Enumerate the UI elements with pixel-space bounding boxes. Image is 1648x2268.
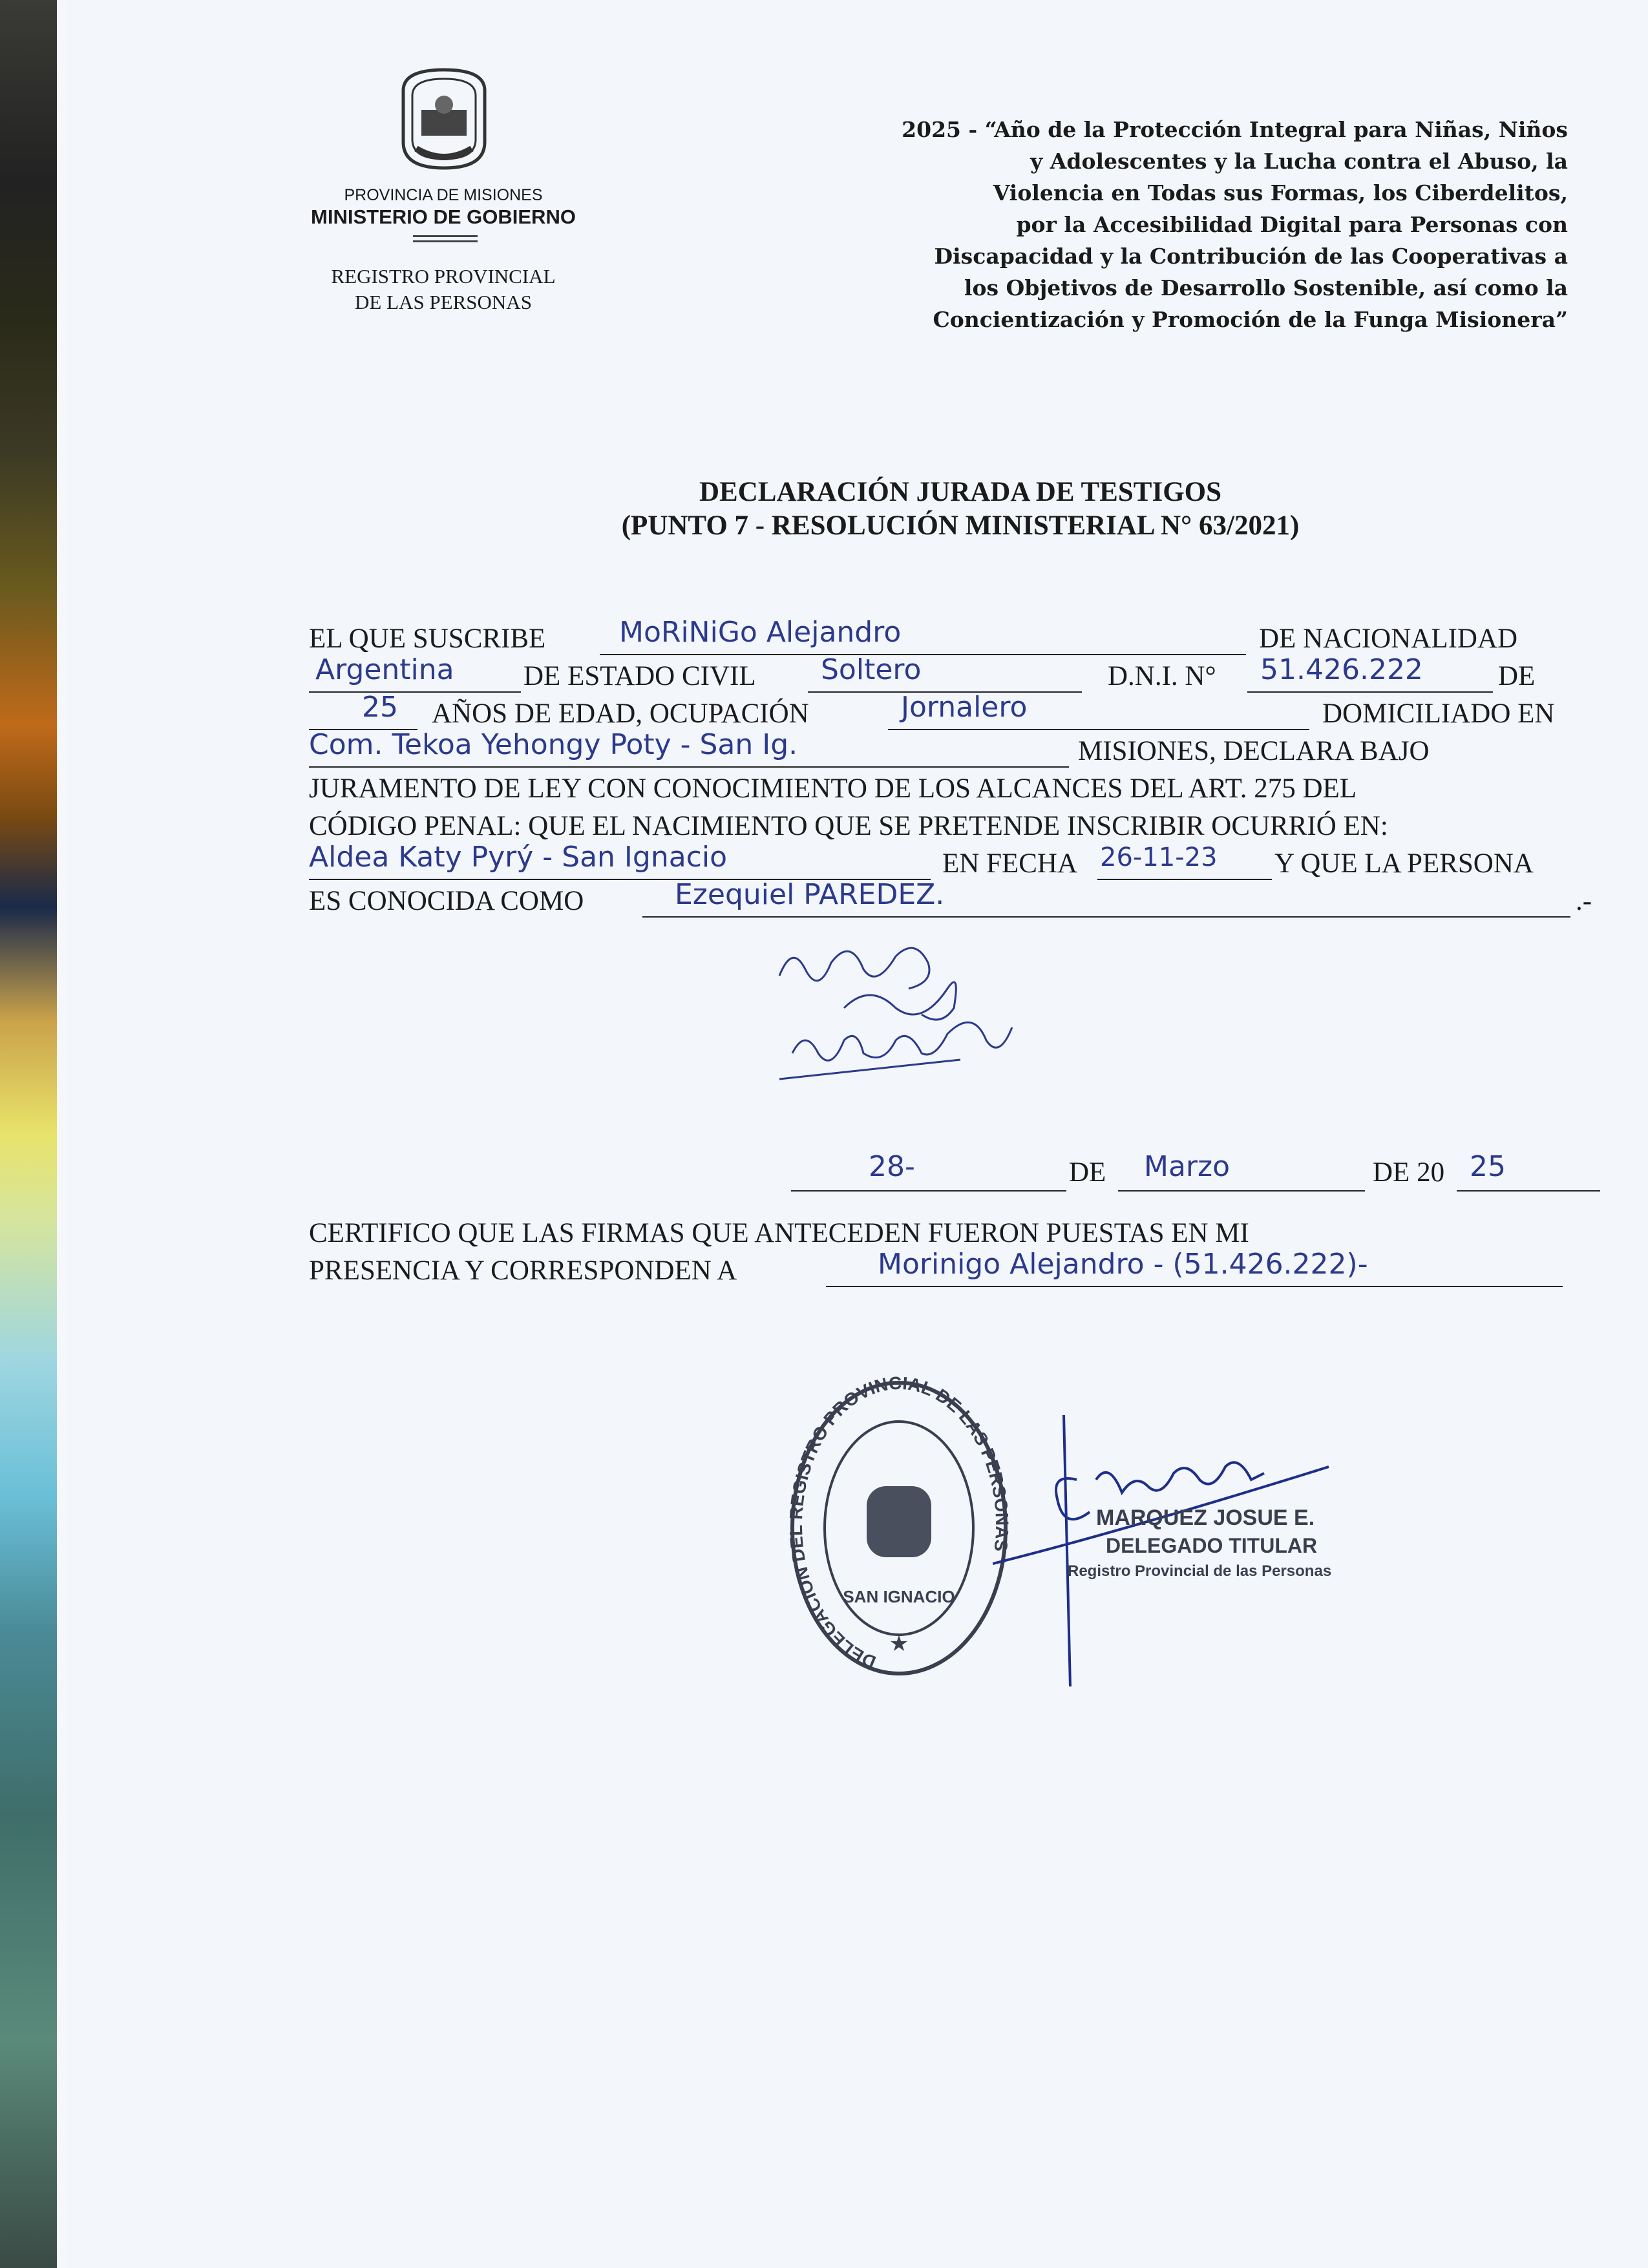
field-certified-person[interactable] bbox=[826, 1248, 1563, 1287]
registry-label bbox=[288, 264, 598, 315]
motto-line: Violencia en Todas sus Formas, los Ciberdelitos, bbox=[993, 180, 1568, 205]
title-line-1: DECLARACIÓN JURADA DE TESTIGOS bbox=[699, 477, 1221, 507]
label-de-year: DE 20 bbox=[1373, 1157, 1445, 1188]
official-role: DELEGADO TITULAR bbox=[1106, 1534, 1318, 1557]
cert-line-2 bbox=[309, 1248, 1576, 1290]
form-line-8 bbox=[309, 878, 1592, 920]
registry-line-2: DE LAS PERSONAS bbox=[355, 291, 532, 313]
stamp-city: SAN IGNACIO bbox=[843, 1587, 955, 1606]
field-month[interactable] bbox=[1118, 1150, 1365, 1192]
star-icon: ★ bbox=[889, 1632, 909, 1656]
value-age: 25 bbox=[362, 691, 398, 724]
motto-line: por la Accesibilidad Digital para Personas con bbox=[1016, 212, 1568, 237]
motto-line: Concientización y Promoción de la Funga Misionera” bbox=[933, 307, 1568, 332]
label-misiones-declara: MISIONES, DECLARA BAJO bbox=[1078, 736, 1430, 766]
field-known-as[interactable] bbox=[642, 878, 1570, 918]
form-line-5 bbox=[309, 770, 1576, 808]
motto-line: los Objetivos de Desarrollo Sostenible, así como la bbox=[964, 275, 1568, 300]
text-juramento: JURAMENTO DE LEY CON CONOCIMIENTO DE LOS ALCANCES DEL ART. 275 DEL bbox=[309, 773, 1357, 804]
value-month: Marzo bbox=[1144, 1150, 1231, 1183]
official-name: MARQUEZ JOSUE E. bbox=[1096, 1506, 1315, 1530]
title-line-2: (PUNTO 7 - RESOLUCIÓN MINISTERIAL N° 63/2021) bbox=[621, 510, 1300, 541]
value-occupation: Jornalero bbox=[901, 691, 1028, 724]
field-dni[interactable] bbox=[1247, 653, 1493, 693]
cert-text-2: PRESENCIA Y CORRESPONDEN A bbox=[309, 1255, 737, 1286]
field-civil-status[interactable] bbox=[808, 653, 1082, 693]
label-birth-date: EN FECHA bbox=[942, 848, 1078, 879]
value-certified-person: Morinigo Alejandro - (51.426.222)- bbox=[878, 1248, 1368, 1281]
label-de-age: DE bbox=[1498, 661, 1536, 691]
value-birth-place: Aldea Katy Pyrý - San Ignacio bbox=[309, 841, 728, 874]
document-title bbox=[430, 476, 1490, 543]
value-known-as: Ezequiel PAREDEZ. bbox=[675, 878, 945, 911]
label-known-as-intro: Y QUE LA PERSONA bbox=[1274, 848, 1534, 879]
label-age-occupation: AÑOS DE EDAD, OCUPACIÓN bbox=[432, 698, 809, 729]
motto-line: 2025 - “Año de la Protección Integral para Niñas, Niños bbox=[902, 117, 1568, 142]
date-line bbox=[309, 1150, 1576, 1194]
ministry-label: MINISTERIO DE GOBIERNO bbox=[311, 205, 576, 228]
label-known-as: ES CONOCIDA COMO bbox=[309, 886, 584, 916]
field-address[interactable] bbox=[309, 728, 1069, 768]
field-day[interactable] bbox=[791, 1150, 1066, 1192]
field-birth-place[interactable] bbox=[309, 841, 931, 880]
header-rule-1 bbox=[413, 235, 478, 237]
registry-stamp bbox=[786, 1376, 1012, 1680]
label-suscribe: EL QUE SUSCRIBE bbox=[309, 624, 546, 654]
field-name[interactable] bbox=[600, 616, 1246, 655]
field-occupation[interactable] bbox=[888, 691, 1309, 730]
value-birth-date: 26-11-23 bbox=[1100, 843, 1218, 872]
value-dni: 51.426.222 bbox=[1260, 653, 1423, 686]
motto-line: y Adolescentes y la Lucha contra el Abuso, la bbox=[1030, 149, 1568, 174]
document-page bbox=[69, 0, 1648, 2268]
certification-block bbox=[309, 1215, 1576, 1290]
cert-text-1: CERTIFICO QUE LAS FIRMAS QUE ANTECEDEN FUERON PUESTAS EN MI bbox=[309, 1218, 1249, 1248]
value-name: MoRiNiGo Alejandro bbox=[619, 616, 902, 649]
province-label: PROVINCIA DE MISIONES bbox=[344, 186, 543, 204]
form-line-4 bbox=[309, 728, 1576, 770]
value-year: 25 bbox=[1470, 1150, 1506, 1183]
label-nationality: DE NACIONALIDAD bbox=[1259, 624, 1518, 654]
label-dni: D.N.I. N° bbox=[1108, 661, 1216, 691]
value-civil-status: Soltero bbox=[821, 653, 922, 686]
witness-signature bbox=[766, 930, 1064, 1098]
field-age[interactable] bbox=[309, 691, 417, 730]
stamp-ring-text: DELEGACION DEL REGISTRO PROVINCIAL DE LAS PERSONAS bbox=[786, 1376, 1012, 1673]
label-de-month: DE bbox=[1069, 1157, 1106, 1188]
value-nationality: Argentina bbox=[315, 653, 454, 686]
value-address: Com. Tekoa Yehongy Poty - San Ig. bbox=[309, 728, 798, 761]
label-civil-status: DE ESTADO CIVIL bbox=[523, 661, 756, 691]
text-codigo-penal: CÓDIGO PENAL: QUE EL NACIMIENTO QUE SE PRETENDE INSCRIBIR OCURRIÓ EN: bbox=[309, 811, 1388, 841]
value-day: 28- bbox=[869, 1150, 915, 1183]
field-nationality[interactable] bbox=[309, 653, 521, 693]
motto-line: Discapacidad y la Contribución de las Cooperativas a bbox=[934, 244, 1568, 269]
official-office: Registro Provincial de las Personas bbox=[1068, 1562, 1332, 1580]
scan-edge-artifact bbox=[0, 0, 65, 2268]
scan-edge-highlight bbox=[57, 0, 69, 2268]
field-year[interactable] bbox=[1457, 1150, 1600, 1192]
year-motto bbox=[728, 114, 1568, 335]
registry-line-1: REGISTRO PROVINCIAL bbox=[331, 265, 556, 288]
province-seal-logo bbox=[390, 65, 498, 172]
header-rule-2 bbox=[413, 240, 478, 242]
field-birth-date[interactable] bbox=[1097, 845, 1272, 880]
declaration-form bbox=[309, 616, 1592, 920]
label-domiciled: DOMICILIADO EN bbox=[1322, 698, 1555, 729]
line-end-mark: .- bbox=[1576, 886, 1592, 916]
